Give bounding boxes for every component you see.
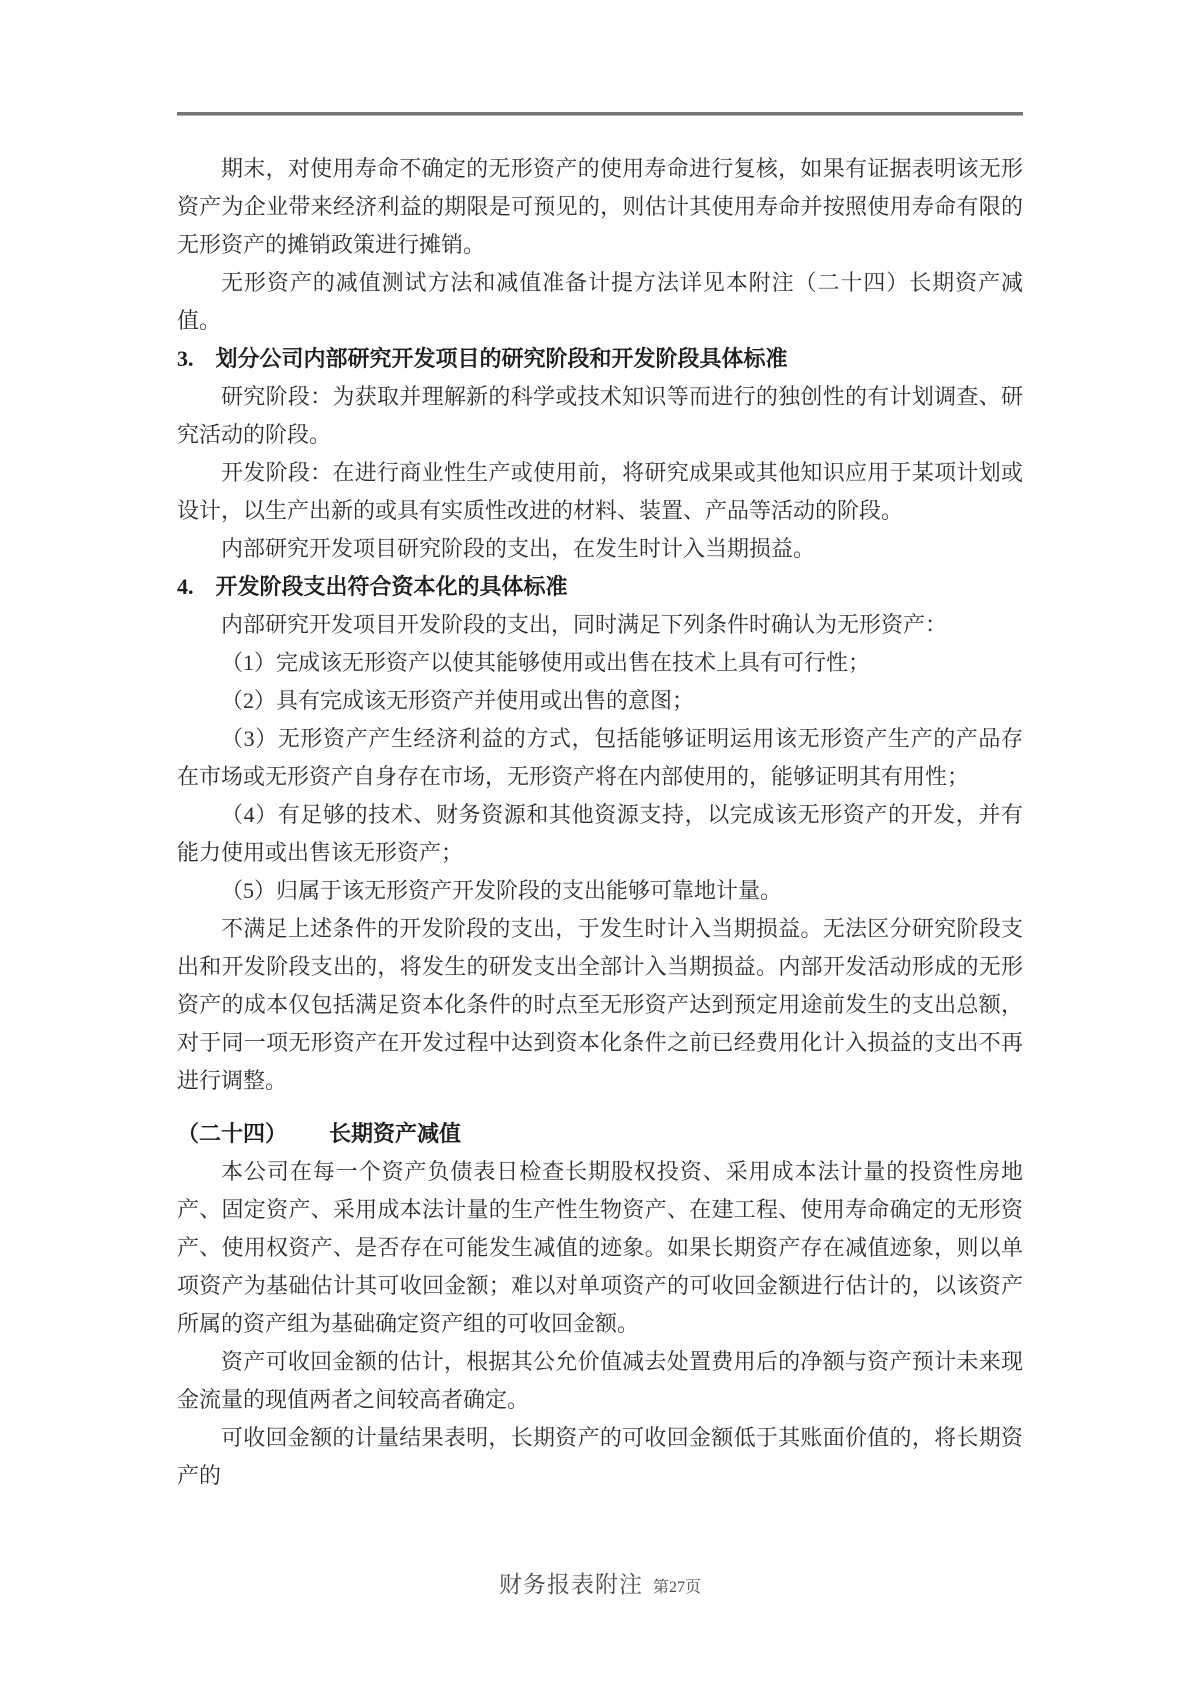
list-item-4: （4）有足够的技术、财务资源和其他资源支持，以完成该无形资产的开发，并有能力使用或出售该无形资产； [177, 802, 1023, 865]
paragraph-noncompliant-expenditure: 不满足上述条件的开发阶段的支出，于发生时计入当期损益。无法区分研究阶段支出和开发阶段支出的，将发生的研发支出全部计入当期损益。内部开发活动形成的无形资产的成本仅包括满足资本化条件的时点至无形资产达到预定用途前发生的支出总额，对于同一项无形资产在开发过程中达到资本化条件之前已经费用化计入损益的支出不再进行调整。 [177, 916, 1023, 1093]
list-item-3: （3）无形资产产生经济利益的方式，包括能够证明运用该无形资产生产的产品存在市场或无形资产自身存在市场，无形资产将在内部使用的，能够证明其有用性； [177, 726, 1023, 789]
heading-title: 划分公司内部研究开发项目的研究阶段和开发阶段具体标准 [215, 346, 788, 371]
heading-title: 长期资产减值 [329, 1121, 462, 1146]
paragraph-development-phase: 开发阶段：在进行商业性生产或使用前，将研究成果或其他知识应用于某项计划或设计，以生产出新的或具有实质性改进的材料、装置、产品等活动的阶段。 [177, 460, 1023, 523]
paragraph-recoverable-amount-estimate: 资产可收回金额的估计，根据其公允价值减去处置费用后的净额与资产预计未来现金流量的现值两者之间较高者确定。 [177, 1349, 1023, 1412]
footer-title: 财务报表附注 [498, 1572, 643, 1597]
list-item-1: （1）完成该无形资产以使其能够使用或出售在技术上具有可行性； [221, 650, 871, 675]
heading-number: 4. [177, 574, 194, 599]
paragraph-impairment-check: 本公司在每一个资产负债表日检查长期股权投资、采用成本法计量的投资性房地产、固定资产、采用成本法计量的生产性生物资产、在建工程、使用寿命确定的无形资产、使用权资产、是否存在可能发生减值的迹象。如果长期资产存在减值迹象，则以单项资产为基础估计其可收回金额；难以对单项资产的可收回金额进行估计的，以该资产所属的资产组为基础确定资产组的可收回金额。 [177, 1159, 1023, 1336]
document-body [177, 150, 1023, 1495]
paragraph-amortization-review: 期末，对使用寿命不确定的无形资产的使用寿命进行复核，如果有证据表明该无形资产为企业带来经济利益的期限是可预见的，则估计其使用寿命并按照使用寿命有限的无形资产的摊销政策进行摊销。 [177, 156, 1023, 257]
paragraph-measurement-result: 可收回金额的计量结果表明，长期资产的可收回金额低于其账面价值的，将长期资产的 [177, 1425, 1023, 1488]
heading-number: （二十四） [177, 1121, 288, 1146]
heading-4-capitalization-criteria [177, 568, 1023, 606]
heading-number: 3. [177, 346, 194, 371]
heading-3-research-development-phases [177, 340, 1023, 378]
paragraph-criteria-intro: 内部研究开发项目开发阶段的支出，同时满足下列条件时确认为无形资产： [221, 612, 948, 637]
paragraph-impairment-reference: 无形资产的减值测试方法和减值准备计提方法详见本附注（二十四）长期资产减值。 [177, 270, 1023, 333]
heading-title: 开发阶段支出符合资本化的具体标准 [215, 574, 568, 599]
paragraph-research-expenditure: 内部研究开发项目研究阶段的支出，在发生时计入当期损益。 [221, 536, 816, 561]
paragraph-research-phase: 研究阶段：为获取并理解新的科学或技术知识等而进行的独创性的有计划调查、研究活动的阶段。 [177, 384, 1023, 447]
header-rule [177, 112, 1023, 116]
page-footer [0, 1566, 1200, 1599]
list-item-2: （2）具有完成该无形资产并使用或出售的意图； [221, 688, 695, 713]
heading-24-longterm-asset-impairment [177, 1115, 1023, 1153]
footer-page-number: 第27页 [652, 1579, 701, 1596]
list-item-5: （5）归属于该无形资产开发阶段的支出能够可靠地计量。 [221, 878, 783, 903]
